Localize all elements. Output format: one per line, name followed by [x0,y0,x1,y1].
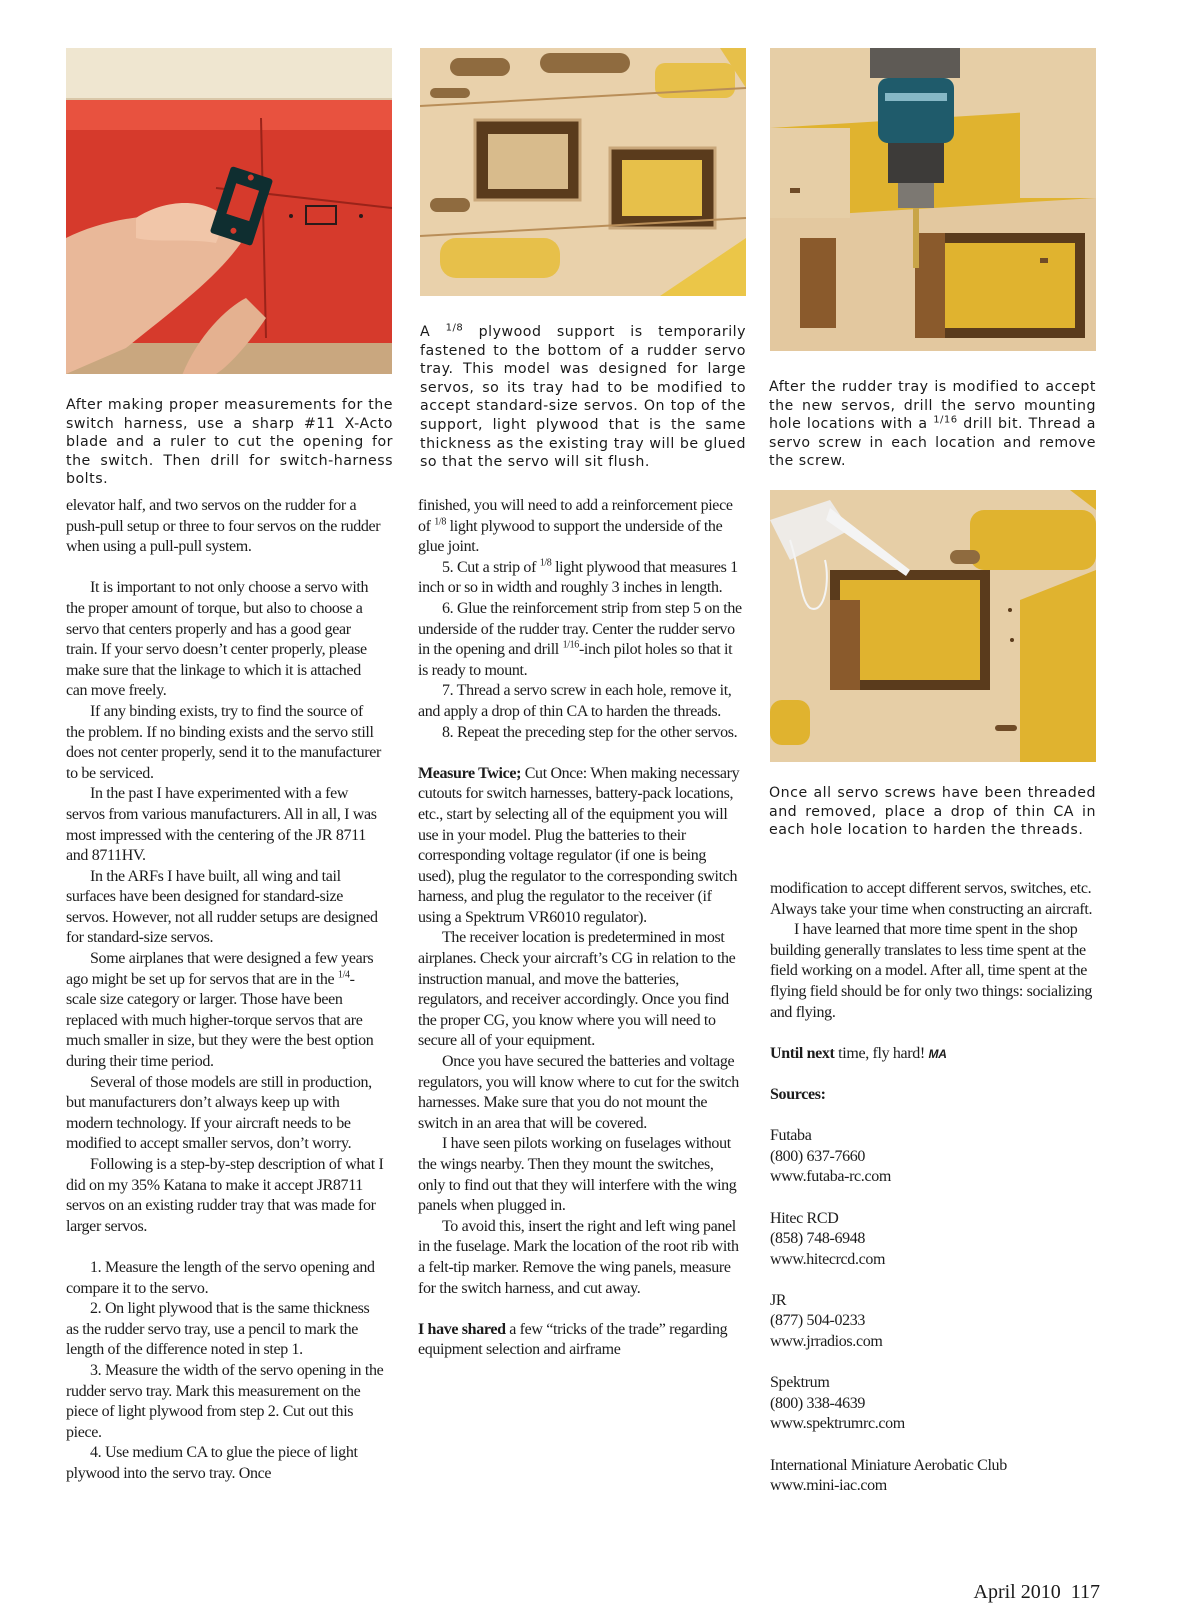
fraction: 1/16 [933,414,958,426]
paragraph: Following is a step-by-step description of what I did on my 35% Katana to make it accept JR8711 servos on an existing rudder tray that was made for larger servos. [66,1156,384,1235]
ca-glue-photo [770,490,1096,762]
paragraph: I have learned that more time spent in the shop building generally translates to less time spent at the field working on a model. After all, time spent at the flying field should be for only two things: socializing and flying. [770,921,1093,1021]
source-jr [770,1291,1096,1353]
step: 7. Thread a servo screw in each hole, remove it, and apply a drop of thin CA to harden the threads. [418,682,732,720]
source-phone: (877) 504-0233 [770,1312,866,1330]
paragraph: It is important to not only choose a servo with the proper amount of torque, but also to choose a servo that centers properly and has a good gear train. If your servo doesn’t center properly, please make sure that the linkage to which it is attached can move freely. [66,579,369,700]
club-name: International Miniature Aerobatic Club [770,1456,1007,1474]
source-name: Futaba [770,1127,812,1145]
fraction: 1/8 [445,322,464,334]
text: finished, you will need to add a reinforcement piece of [418,497,733,535]
fraction: 1/4 [337,969,350,981]
step: 4. Use medium CA to glue the piece of light plywood into the servo tray. Once [66,1444,358,1482]
source-phone: (800) 338-4639 [770,1394,866,1412]
page-number: 117 [1070,1581,1100,1603]
run-in-heading: Measure Twice; [418,764,522,782]
fraction: 1/8 [539,557,552,569]
paragraph: elevator half, and two servos on the rudder for a push-pull setup or three to four servos on the rudder when using a pull-pull system. [66,497,381,556]
text: light plywood that measures 1 inch or so in width and roughly 3 inches in length. [418,558,738,597]
paragraph [418,1320,744,1361]
step [418,599,744,681]
paragraph: In the past I have experimented with a few servos from various manufacturers. All in all, I was most impressed with the centering of the JR 8711 and 8711HV. [66,785,377,865]
run-in-heading: Until next [770,1044,835,1062]
caption-text: A [420,324,446,340]
plywood-tray-image [420,48,746,296]
source-name: JR [770,1291,787,1309]
club-url[interactable]: www.mini-iac.com [770,1477,887,1495]
step [418,558,744,599]
run-in-heading: I have shared [418,1320,506,1338]
paragraph [418,496,744,558]
drill-image [770,48,1096,351]
article-column-1 [66,496,384,1485]
source-url[interactable]: www.hitecrcd.com [770,1250,886,1268]
source-phone: (800) 637-7660 [770,1147,866,1165]
ca-glue-image [770,490,1096,762]
paragraph [770,1044,1096,1065]
issue-date: April 2010 [973,1581,1061,1603]
caption-drill [769,378,1096,471]
text: 6. Glue the reinforcement strip from step 5 on the underside of the rudder tray. Center the rudder servo in the opening and drill [418,599,742,659]
paragraph: I have seen pilots working on fuselages without the wings nearby. Then they mount the switches, only to find out that they will interfere with the wing panels when plugged in. [418,1135,737,1215]
switch-cutout-photo [66,48,392,374]
source-phone: (858) 748-6948 [770,1230,866,1248]
step: 3. Measure the width of the servo opening in the rudder servo tray. Mark this measurement on the piece of light plywood from step 2. Cut out this piece. [66,1361,384,1441]
paragraph: Several of those models are still in production, but manufacturers don’t always keep up with modern technology. If your aircraft needs to be modified to accept smaller servos, don’t worry. [66,1073,372,1153]
drill-photo [770,48,1096,351]
fraction: 1/8 [434,516,447,528]
step: 8. Repeat the preceding step for the other servos. [442,723,738,741]
article-column-3 [770,879,1096,1497]
ma-logo: MA [928,1046,947,1061]
article-column-2 [418,496,744,1361]
paragraph: modification to accept different servos, switches, etc. Always take your time when constructing an aircraft. [770,880,1093,918]
caption-switch-cutout: After making proper measurements for the switch harness, use a sharp #11 X-Acto blade and a ruler to cut the opening for the switch. Then drill for switch-harness bolts. [66,397,393,488]
caption-ca-glue: Once all servo screws have been threaded and removed, place a drop of thin CA in each hole location to harden the threads. [769,785,1096,839]
plywood-tray-photo [420,48,746,296]
paragraph [66,949,384,1073]
caption-text: plywood support is temporarily fastened to the bottom of a rudder servo tray. This model was designed for large servos, so its tray had to be modified to accept standard-size servos. On top of the support, light plywood that is the same thickness as the existing tray will be glued so that the servo will sit flush. [420,324,747,471]
source-url[interactable]: www.futaba-rc.com [770,1168,891,1186]
text: Some airplanes that were designed a few years ago might be set up for servos that are in the [66,950,374,988]
paragraph: To avoid this, insert the right and left wing panel in the fuselage. Mark the location of the root rib with a felt-tip marker. Remove the wing panels, measure for the switch harness, and cut away. [418,1217,739,1297]
text: a few “tricks of the trade” regarding equipment selection and airframe [418,1320,728,1359]
paragraph: Once you have secured the batteries and voltage regulators, you will know where to cut for the switch harnesses. Make sure that you do not mount the switch in an area that will be covered. [418,1053,739,1132]
source-futaba [770,1126,1096,1188]
page-footer [974,1581,1100,1604]
source-url[interactable]: www.spektrumrc.com [770,1415,905,1433]
text: 5. Cut a strip of [442,558,540,576]
paragraph: If any binding exists, try to find the source of the problem. If no binding exists and the servo still does not center properly, send it to the manufacturer to be serviced. [66,702,381,782]
paragraph: The receiver location is predetermined in most airplanes. Check your aircraft’s CG in relation to the instruction manual, and move the batteries, regulators, and receiver accordingly. Once you find the proper CG, you know where you will need to secure all of your equipment. [418,929,736,1050]
text: -inch pilot holes so that it is ready to mount. [418,641,733,679]
caption-text: After the rudder tray is modified to accept the new servos, drill the servo mounting hole locations with a [769,379,1096,433]
switch-cutout-image [66,48,392,374]
source-name: Hitec RCD [770,1209,839,1227]
sources-title: Sources: [770,1085,826,1103]
source-hitec [770,1209,1096,1271]
caption-text: drill bit. Thread a servo screw in each location and remove the screw. [769,416,1096,470]
step: 1. Measure the length of the servo opening and compare it to the servo. [66,1258,375,1297]
step: 2. On light plywood that is the same thickness as the rudder servo tray, use a pencil to mark the length of the difference noted in step 1. [66,1300,370,1359]
text: time, fly hard! [834,1044,929,1062]
source-name: Spektrum [770,1374,830,1392]
caption-plywood-support [420,323,746,472]
source-spektrum [770,1373,1096,1435]
text: -scale size category or larger. Those have been replaced with much higher-torque servos that are much smaller in size, but they were the best option during their time period. [66,970,374,1071]
paragraph [418,764,744,929]
text: Cut Once: When making necessary cutouts for switch harnesses, battery-pack locations, etc., start by selecting all of the equipment you will use in your model. Plug the batteries to their corresponding voltage regulator (if one is being used), plug the regulator to the corresponding switch harness, and plug the regulator to the receiver (if using a Spektrum VR6010 regulator). [418,764,740,926]
paragraph: In the ARFs I have built, all wing and tail surfaces have been designed for standard-size servos. However, not all rudder setups are designed for standard-size servos. [66,867,378,947]
fraction: 1/16 [562,639,579,651]
text: light plywood to support the underside of the glue joint. [418,517,723,556]
source-url[interactable]: www.jrradios.com [770,1333,883,1351]
